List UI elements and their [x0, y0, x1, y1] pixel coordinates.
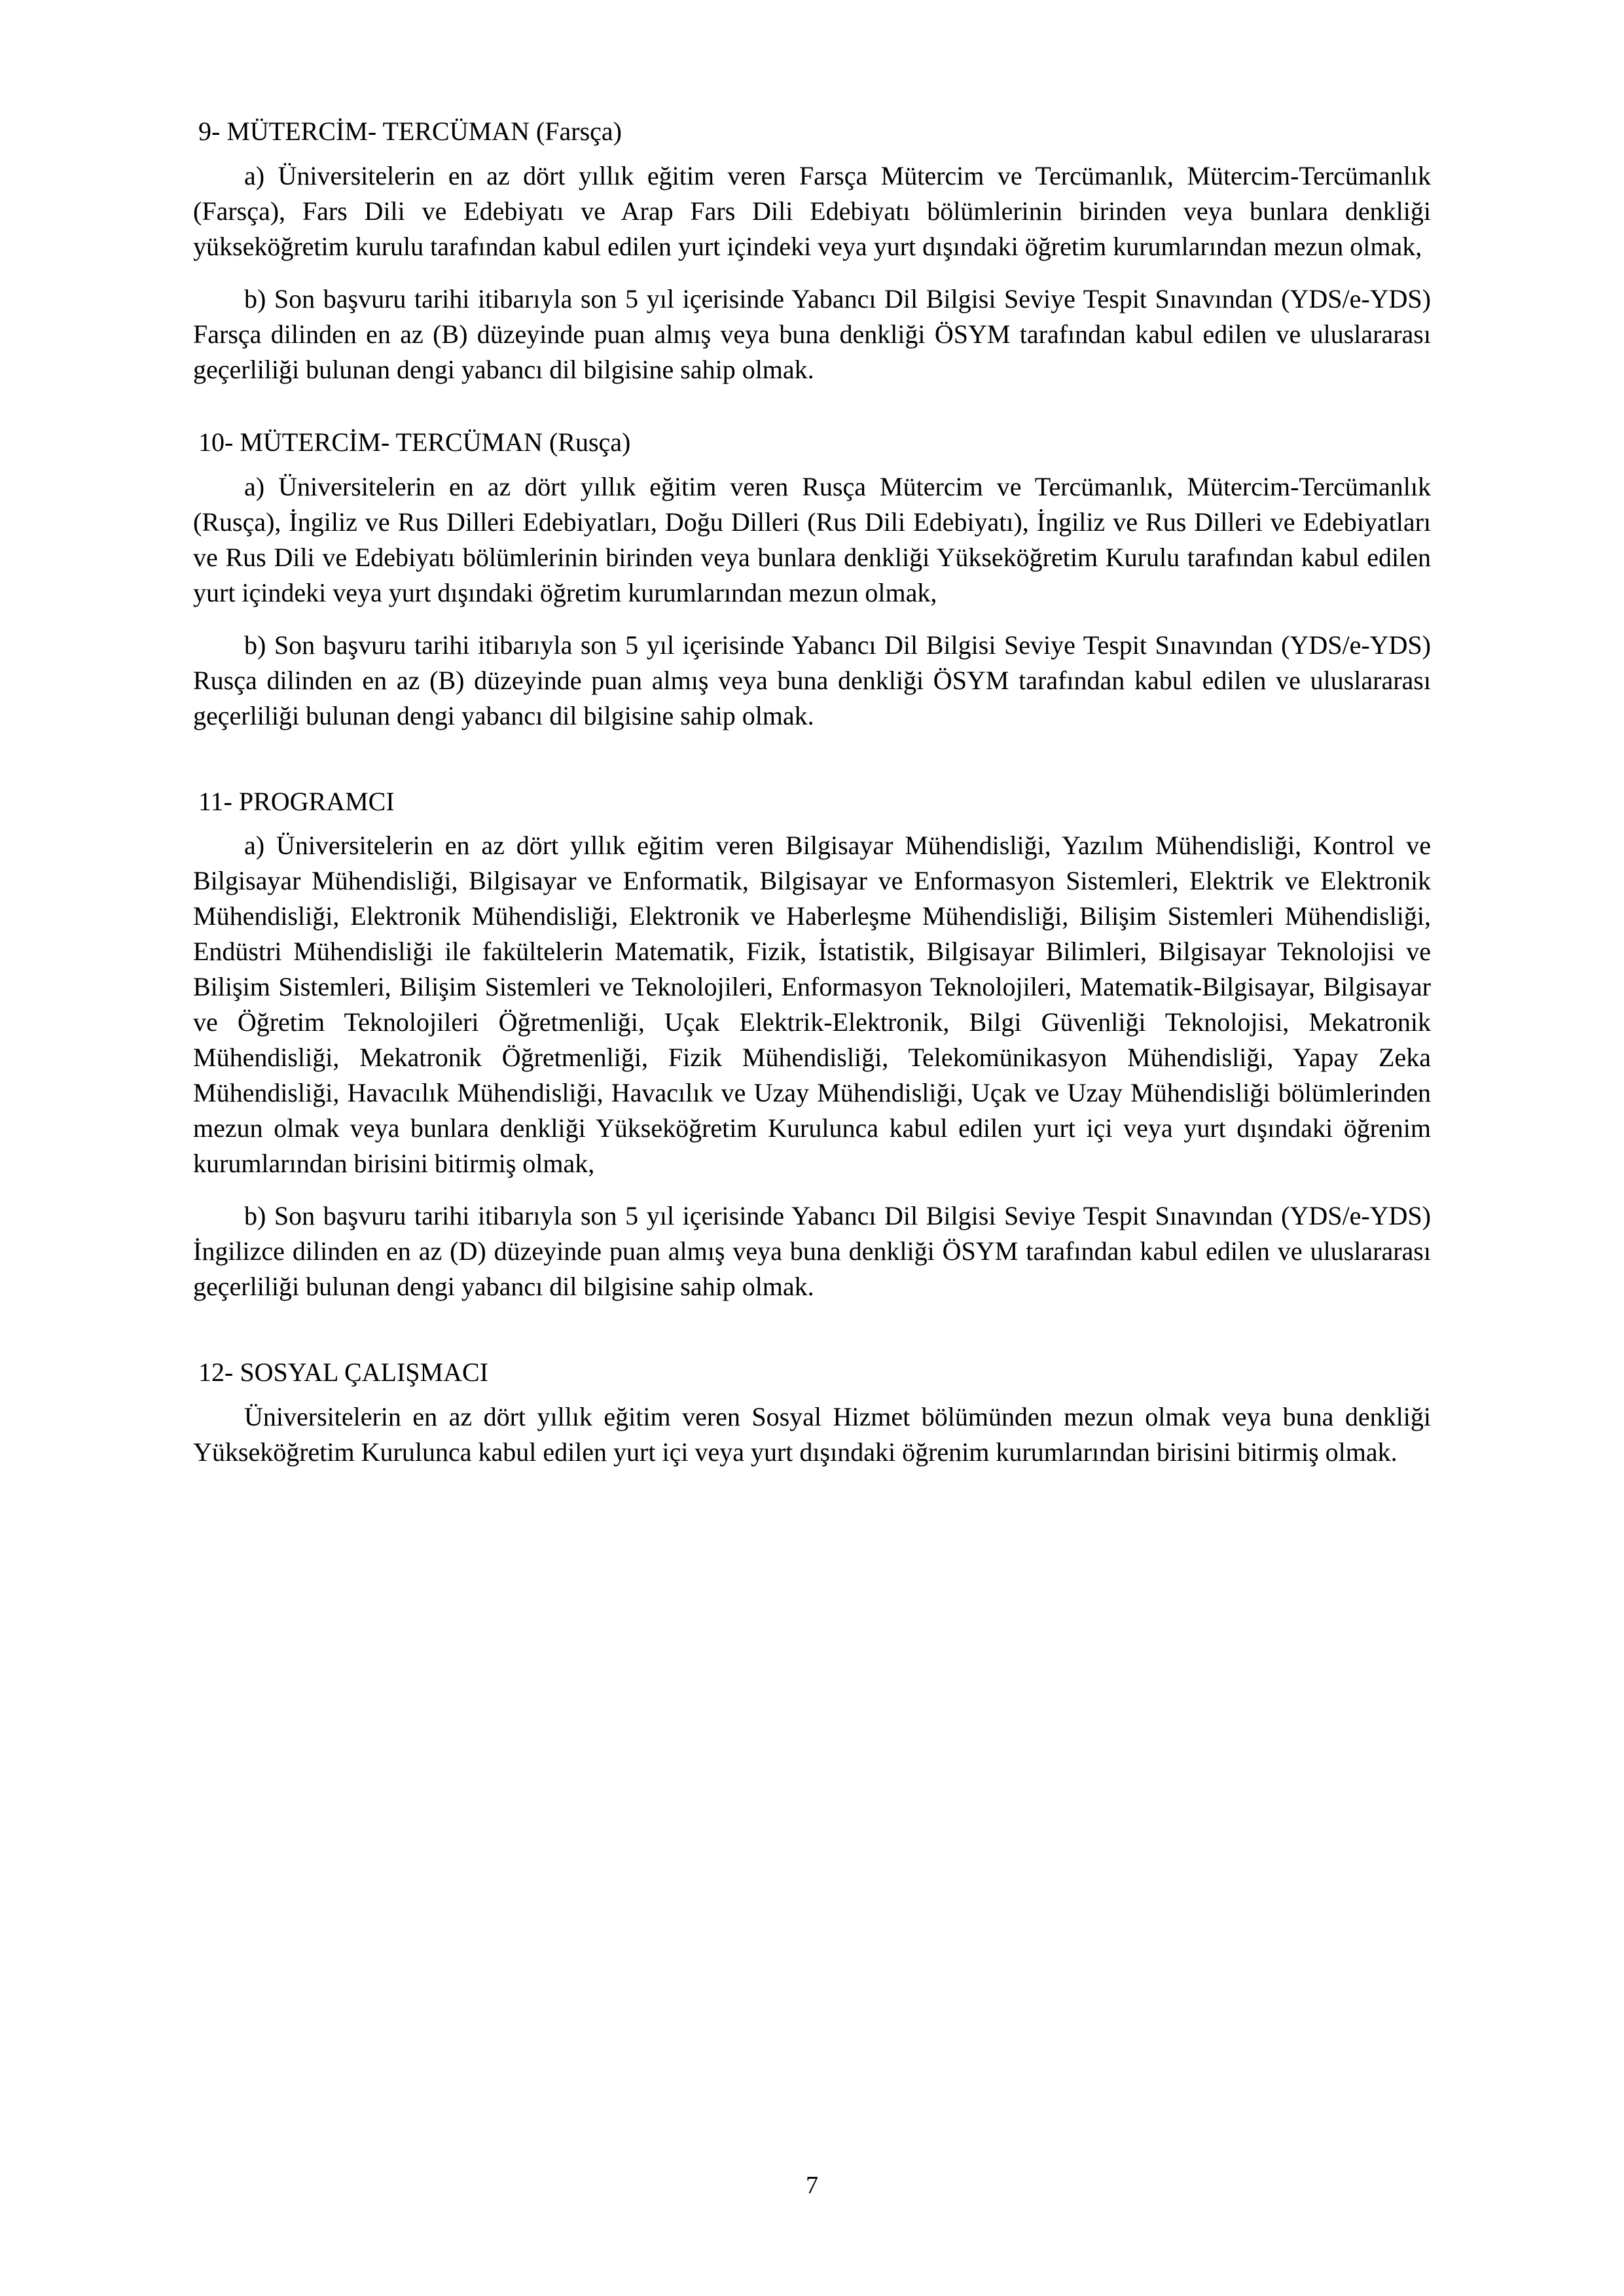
section-heading: 10- MÜTERCİM- TERCÜMAN (Rusça)	[198, 427, 631, 457]
section-paragraph: a) Üniversitelerin en az dört yıllık eğitim veren Rusça Mütercim ve Tercümanlık, Mütercim-Tercümanlık (Rusça), İngiliz ve Rus Dilleri Edebiyatları, Doğu Dilleri (Rus Dili Edebiyatı), İngiliz ve Rus Dilleri ve Edebiyatları ve Rus Dili ve Edebiyatı bölümlerinin birinden veya bunlara denkliği Yükseköğretim Kurulu tarafından kabul edilen yurt içindeki veya yurt dışındaki öğretim kurumlarından mezun olmak,	[193, 471, 1431, 607]
section-spacer	[193, 734, 1431, 785]
section-programci	[193, 785, 1431, 1305]
section-spacer	[193, 1304, 1431, 1355]
section-paragraph: b) Son başvuru tarihi itibarıyla son 5 yıl içerisinde Yabancı Dil Bilgisi Seviye Tespit Sınavından (YDS/e-YDS) İngilizce dilinden en az (D) düzeyinde puan almış veya buna denkliği ÖSYM tarafından kabul edilen ve uluslararası geçerliliği bulunan dengi yabancı dil bilgisine sahip olmak.	[193, 1201, 1431, 1302]
section-paragraph: b) Son başvuru tarihi itibarıyla son 5 yıl içerisinde Yabancı Dil Bilgisi Seviye Tespit Sınavından (YDS/e-YDS) Farsça dilinden en az (B) düzeyinde puan almış veya buna denkliği ÖSYM tarafından kabul edilen ve uluslararası geçerliliği bulunan dengi yabancı dil bilgisine sahip olmak.	[193, 283, 1431, 384]
section-mutercim-tercuman-farsca	[193, 115, 1431, 387]
section-paragraph: Üniversitelerin en az dört yıllık eğitim veren Sosyal Hizmet bölümünden mezun olmak veya buna denkliği Yükseköğretim Kurulunca kabul edilen yurt içi veya yurt dışındaki öğrenim kurumlarından birisini bitirmiş olmak.	[193, 1402, 1431, 1467]
section-mutercim-tercuman-rusca	[193, 425, 1431, 734]
section-paragraph: a) Üniversitelerin en az dört yıllık eğitim veren Bilgisayar Mühendisliği, Yazılım Mühendisliği, Kontrol ve Bilgisayar Mühendisliği, Bilgisayar ve Enformatik, Bilgisayar ve Enformasyon Sistemleri, Elektrik ve Elektronik Mühendisliği, Elektronik Mühendisliği, Elektronik ve Haberleşme Mühendisliği, Bilişim Sistemleri Mühendisliği, Endüstri Mühendisliği ile fakültelerin Matematik, Fizik, İstatistik, Bilgisayar Bilimleri, Bilgisayar Teknolojisi ve Bilişim Sistemleri, Bilişim Sistemleri ve Teknolojileri, Enformasyon Teknolojileri, Matematik-Bilgisayar, Bilgisayar ve Öğretim Teknolojileri Öğretmenliği, Uçak Elektrik-Elektronik, Bilgi Güvenliği Teknolojisi, Mekatronik Mühendisliği, Mekatronik Öğretmenliği, Fizik Mühendisliği, Telekomünikasyon Mühendisliği, Yapay Zeka Mühendisliği, Havacılık Mühendisliği, Havacılık ve Uzay Mühendisliği, Uçak ve Uzay Mühendisliği bölümlerinden mezun olmak veya bunlara denkliği Yükseköğretim Kurulunca kabul edilen yurt içi veya yurt dışındaki öğrenim kurumlarından birisini bitirmiş olmak,	[193, 831, 1431, 1179]
page-number: 7	[806, 2172, 818, 2199]
section-heading: 12- SOSYAL ÇALIŞMACI	[198, 1357, 489, 1388]
section-spacer	[193, 387, 1431, 425]
section-sosyal-calismaci	[193, 1355, 1431, 1470]
section-heading: 11- PROGRAMCI	[198, 786, 395, 816]
section-paragraph: b) Son başvuru tarihi itibarıyla son 5 yıl içerisinde Yabancı Dil Bilgisi Seviye Tespit Sınavından (YDS/e-YDS) Rusça dilinden en az (B) düzeyinde puan almış veya buna denkliği ÖSYM tarafından kabul edilen ve uluslararası geçerliliği bulunan dengi yabancı dil bilgisine sahip olmak.	[193, 630, 1431, 730]
section-paragraph: a) Üniversitelerin en az dört yıllık eğitim veren Farsça Mütercim ve Tercümanlık, Mütercim-Tercümanlık (Farsça), Fars Dili ve Edebiyatı ve Arap Fars Dili Edebiyatı bölümlerinin birinden veya bunlara denkliği yükseköğretim kurulu tarafından kabul edilen yurt içindeki veya yurt dışındaki öğretim kurumlarından mezun olmak,	[193, 160, 1431, 261]
section-heading: 9- MÜTERCİM- TERCÜMAN (Farsça)	[198, 117, 622, 146]
